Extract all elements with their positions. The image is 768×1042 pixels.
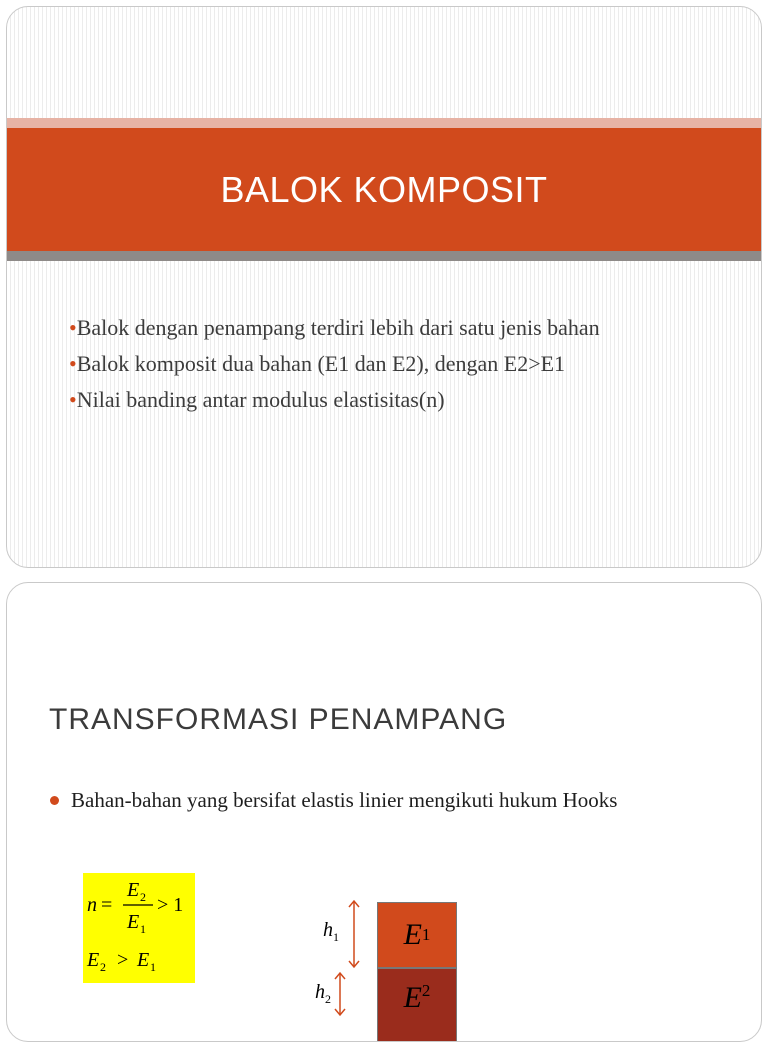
bullet-item: Bahan-bahan yang bersifat elastis linier mengikuti hukum Hooks [50,788,617,813]
svg-text:> 1: > 1 [157,894,184,916]
bullet-circle-icon [50,796,59,805]
svg-text:E: E [127,911,140,933]
bullet-item: •Nilai banding antar modulus elastisitas(n) [69,387,445,412]
slide-1 [6,6,762,568]
h2-label: $h_2$ [315,981,331,1006]
section-bottom-block: E $^2$ [377,968,457,1042]
svg-text:1: 1 [140,922,146,936]
bullet-item: •Balok komposit dua bahan (E1 dan E2), dengan E2>E1 [69,351,566,376]
title-accent-band [7,118,761,128]
svg-text:n: n [87,894,97,916]
h1-label: $h_1$ [323,919,339,944]
svg-text:=: = [101,894,113,916]
slide-2 [6,582,762,1042]
bullet-list [69,313,705,421]
svg-text:E: E [127,879,140,901]
bullet-dot-icon: • [69,315,77,340]
title-band [7,128,761,251]
svg-text:E: E [137,949,150,971]
h1-dimension-arrow-icon [347,899,361,969]
section-top-block: E 1 [377,902,457,968]
formula-graphic [83,873,195,983]
h2-dimension-arrow-icon [333,971,347,1017]
slide-title: TRANSFORMASI PENAMPANG [49,703,508,736]
svg-text:1: 1 [150,960,156,974]
svg-text:2: 2 [140,890,146,904]
svg-text:>: > [117,949,129,971]
slide-title: BALOK KOMPOSIT [220,168,548,210]
modular-ratio-formula [83,873,195,983]
svg-text:2: 2 [100,960,106,974]
title-shadow-band [7,251,761,261]
bullet-dot-icon: • [69,387,77,412]
svg-text:E: E [87,949,100,971]
bullet-item: •Balok dengan penampang terdiri lebih dari satu jenis bahan [69,315,600,340]
bullet-dot-icon: • [69,351,77,376]
